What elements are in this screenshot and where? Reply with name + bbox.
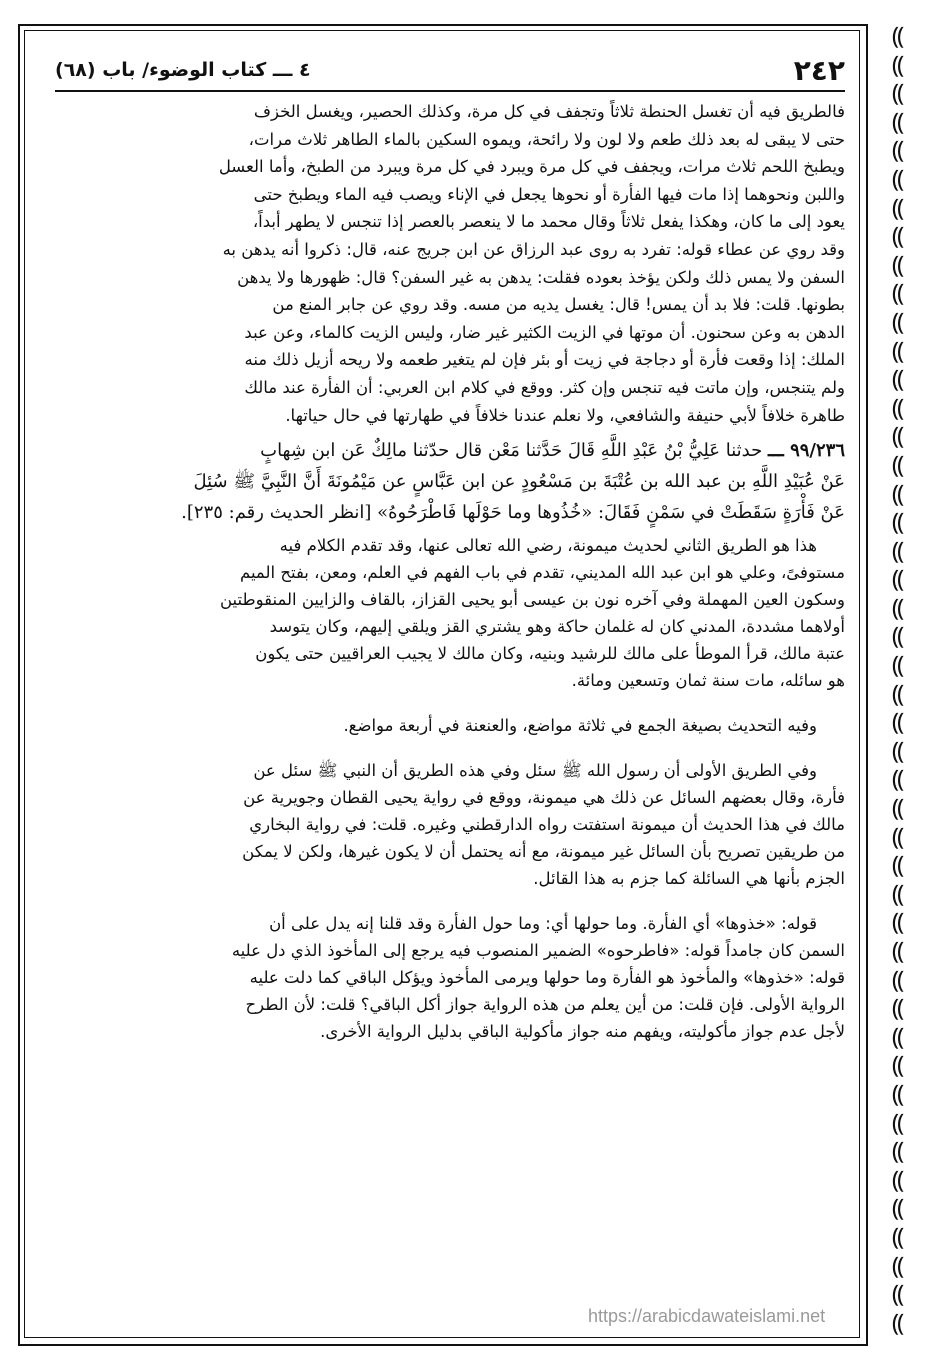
chain-link-icon: ⸨: [891, 22, 905, 50]
decorative-chain-border: [868, 22, 928, 1344]
text-line: عتبة مالك، قرأ الموطأ على مالك للرشيد وبنيه، وكان مالك لا يجيب العراقيين حتى يكون: [255, 644, 845, 664]
chain-link-icon: ⸨: [891, 822, 905, 851]
chain-link-icon: ⸨: [891, 307, 905, 336]
text-line: فأرة، وقال بعضهم السائل عن ذلك هي ميمونة، ووقع في رواية يحيى القطان وجويرية عن: [243, 788, 845, 808]
chain-link-icon: ⸨: [891, 1280, 905, 1309]
text-line: ويطبخ اللحم ثلاث مرات، ويجفف في كل مرة ويبرد في كل مرة ويبرد من الطبخ، وأما العسل: [218, 157, 845, 177]
chain-link-icon: ⸨: [891, 765, 905, 794]
text-line: مستوفىً، وعلي هو ابن عبد الله المديني، تقدم في باب الفهم في العلم، ومعن، بفتح الميم: [239, 563, 845, 583]
text-line: حتى لا يبقى له بعد ذلك طعم ولا لون ولا رائحة، ويموه السكين بالماء الطاهر ثلاث مرات،: [248, 129, 845, 149]
chain-link-icon: ⸨: [891, 851, 905, 880]
chain-link-icon: ⸨: [891, 222, 905, 251]
chain-link-icon: ⸨: [891, 1165, 905, 1194]
chain-link-icon: ⸨: [891, 250, 905, 279]
chain-link-icon: ⸨: [891, 1108, 905, 1137]
text-line: الملك: إذا وقعت فأرة أو دجاجة في زيت أو بئر فإن لم يتغير طعمه ولا ريحه أزيل ذلك منه: [244, 350, 845, 370]
hadith-line-text: حدثنا عَلِيُّ بْنُ عَبْدِ اللَّهِ قَالَ حَدَّثنا مَعْن قال حدّثنا مالِكٌ عَن ابن شِهابٍ: [260, 440, 763, 462]
hadith-line: عَنْ عُبَيْدِ اللَّهِ بن عبد الله بن عُتْبَةَ بن مَسْعُودٍ عن ابن عَبَّاسٍ عن مَيْمُونَةَ أَنَّ النَّبِيَّ ﷺ سُئِلَ: [193, 471, 845, 493]
chain-link-icon: ⸨: [891, 508, 905, 537]
hadith-text: [55, 435, 845, 528]
text-line: الجزم بأنها هي السائلة كما جزم به هذا القائل.: [533, 869, 845, 889]
chain-link-icon: ⸨: [891, 794, 905, 823]
text-line: مالك في هذا الحديث أن ميمونة استفتت رواه الدارقطني وغيره. قلت: في رواية البخاري: [249, 815, 845, 835]
text-line: وفيه التحديث بصيغة الجمع في ثلاثة مواضع، والعنعنة في أربعة مواضع.: [343, 716, 817, 736]
chain-link-icon: ⸨: [891, 708, 905, 737]
chain-link-icon: ⸨: [891, 336, 905, 365]
chain-link-icon: ⸨: [891, 1051, 905, 1080]
chain-link-icon: ⸨: [891, 536, 905, 565]
text-line: من طريقين تصريح بأن السائل غير ميمونة، مع أنه يحتمل أن لا يكون غيرها، ولكن لا يمكن: [242, 842, 845, 862]
chain-link-icon: ⸨: [891, 994, 905, 1023]
chain-link-icon: ⸨: [891, 679, 905, 708]
text-line: قوله: «خذوها» أي الفأرة. وما حولها أي: وما حول الفأرة وقد قلنا إنه يدل على أن: [269, 914, 817, 934]
chain-link-icon: ⸨: [891, 107, 905, 136]
chain-link-icon: ⸨: [891, 422, 905, 451]
chain-link-icon: ⸨: [891, 908, 905, 937]
chain-link-icon: ⸨: [891, 136, 905, 165]
chain-link-icon: ⸨: [891, 193, 905, 222]
text-line: هذا هو الطريق الثاني لحديث ميمونة، رضي الله تعالى عنها، وقد تقدم الكلام فيه: [279, 536, 817, 556]
chain-link-icon: ⸨: [891, 593, 905, 622]
chain-link-icon: ⸨: [891, 622, 905, 651]
chain-link-icon: ⸨: [891, 879, 905, 908]
hadith-line: عَنْ فَأْرَةٍ سَقَطَتْ في سَمْنٍ فَقَالَ: «خُذُوها وما حَوْلَها فَاطْرَحُوهُ» [انظر الحديث رقم: ٢٣٥].: [181, 502, 845, 524]
text-line: بطونها. قلت: فلا بد أن يمس! قال: يغسل يديه من مسه. وقد روي عن جابر المنع من: [272, 295, 845, 315]
text-line: هو سائله، مات سنة ثمان وتسعين ومائة.: [571, 671, 845, 691]
chain-link-icon: ⸨: [891, 79, 905, 108]
chain-link-icon: ⸨: [891, 365, 905, 394]
page-header: [55, 50, 845, 92]
text-line: وفي الطريق الأولى أن رسول الله ﷺ سئل وفي هذه الطريق أن النبي ﷺ سئل عن: [253, 761, 817, 781]
chain-link-icon: ⸨: [891, 565, 905, 594]
text-line: السفن ولا يمس ذلك ولكن يؤخذ بعوده فقلت: يدهن به غير السفن؟ قال: ظهورها ولا يدهن: [237, 267, 845, 287]
text-line: الدهن به وعن سحنون. أن موتها في الزيت الكثير غير ضار، وليس الزيت كالماء، وعن عبد: [244, 322, 845, 342]
chain-link-icon: ⸨: [891, 1308, 905, 1337]
text-line: فالطريق فيه أن تغسل الحنطة ثلاثاً وتجفف في كل مرة، وكذلك الحصير، ويغسل الخزف: [253, 102, 845, 121]
commentary-section-5: [55, 910, 845, 1045]
chain-link-icon: ⸨: [891, 1194, 905, 1223]
chain-link-icon: ⸨: [891, 651, 905, 680]
chain-link-icon: ⸨: [891, 736, 905, 765]
text-line: وقد روي عن عطاء قوله: تفرد به روى عبد الرزاق عن ابن جريج عنه، قال: ذكروا أنه يدهن به: [222, 239, 845, 259]
commentary-section-2: [55, 532, 845, 694]
watermark-url: https://arabicdawateislami.net: [588, 1306, 826, 1326]
commentary-section-3: [55, 712, 845, 739]
page-number: ٢٤٢: [793, 53, 845, 87]
chain-link-icon: ⸨: [891, 164, 905, 193]
commentary-section-4: [55, 757, 845, 892]
chain-link-icon: ⸨: [891, 1137, 905, 1166]
chain-link-icon: ⸨: [891, 1022, 905, 1051]
chain-link-icon: ⸨: [891, 1222, 905, 1251]
running-title: ٤ ـــ كتاب الوضوء/ باب (٦٨): [55, 59, 311, 81]
chain-link-icon: ⸨: [891, 50, 905, 79]
text-line: قوله: «خذوها» والمأخوذ هو الفأرة وما حولها ويرمى المأخوذ ويؤكل الباقي كما دلت عليه: [249, 968, 845, 988]
chain-link-icon: ⸨: [891, 1251, 905, 1280]
text-line: السمن كان جامداً قوله: «فاطرحوه» الضمير المنصوب فيه يرجع إلى المأخوذ الذي دل عليه: [231, 941, 845, 961]
text-line: الرواية الأولى. فإن قلت: من أين يعلم من هذه الرواية جواز أكل الباقي؟ قلت: لأن الطرح: [245, 995, 845, 1015]
text-line: أولاهما مشددة، المدني كان له غلمان حاكة وهو يشتري القز ويلقي إليهم، وكان يتوسد: [269, 617, 845, 637]
chain-link-icon: ⸨: [891, 279, 905, 308]
text-line: طاهرة خلافاً لأبي حنيفة والشافعي، ولا نعلم عندنا خلافاً في طهارتها في حال حياتها.: [285, 405, 845, 425]
text-line: ولم يتنجس، وإن ماتت فيه تنجس وإن كثر. ووقع في كلام ابن العربي: أن الفأرة عند مالك: [244, 377, 845, 397]
chain-link-icon: ⸨: [891, 937, 905, 965]
text-line: وسكون العين المهملة وفي آخره نون بن عيسى أبو يحيى القزاز، بالقاف والزايين المنقوطتين: [219, 590, 845, 610]
chain-link-icon: ⸨: [891, 1079, 905, 1108]
chain-link-icon: ⸨: [891, 450, 905, 479]
text-line: لأجل عدم جواز مأكوليته، ويفهم منه جواز مأكولية الباقي بدليل الرواية الأخرى.: [320, 1022, 845, 1042]
hadith-number: ٩٩/٢٣٦ ـــ: [767, 440, 845, 462]
hadith-line: [55, 435, 845, 466]
commentary-section-1: [55, 98, 845, 429]
chain-link-icon: ⸨: [891, 393, 905, 422]
text-line: يعود إلى ما كان، وهكذا يفعل ثلاثاً وقال محمد ما لا ينعصر بالعصر إذا تنجس لا يطهر أبداً،: [252, 212, 845, 232]
chain-link-icon: ⸨: [891, 965, 905, 994]
page-content: [55, 50, 845, 1045]
text-line: واللبن ونحوهما إذا مات فيها الفأرة أو نحوها يجعل في الإناء ويصب فيه الماء ويطبخ حتى: [253, 184, 845, 204]
chain-link-icon: ⸨: [891, 479, 905, 508]
